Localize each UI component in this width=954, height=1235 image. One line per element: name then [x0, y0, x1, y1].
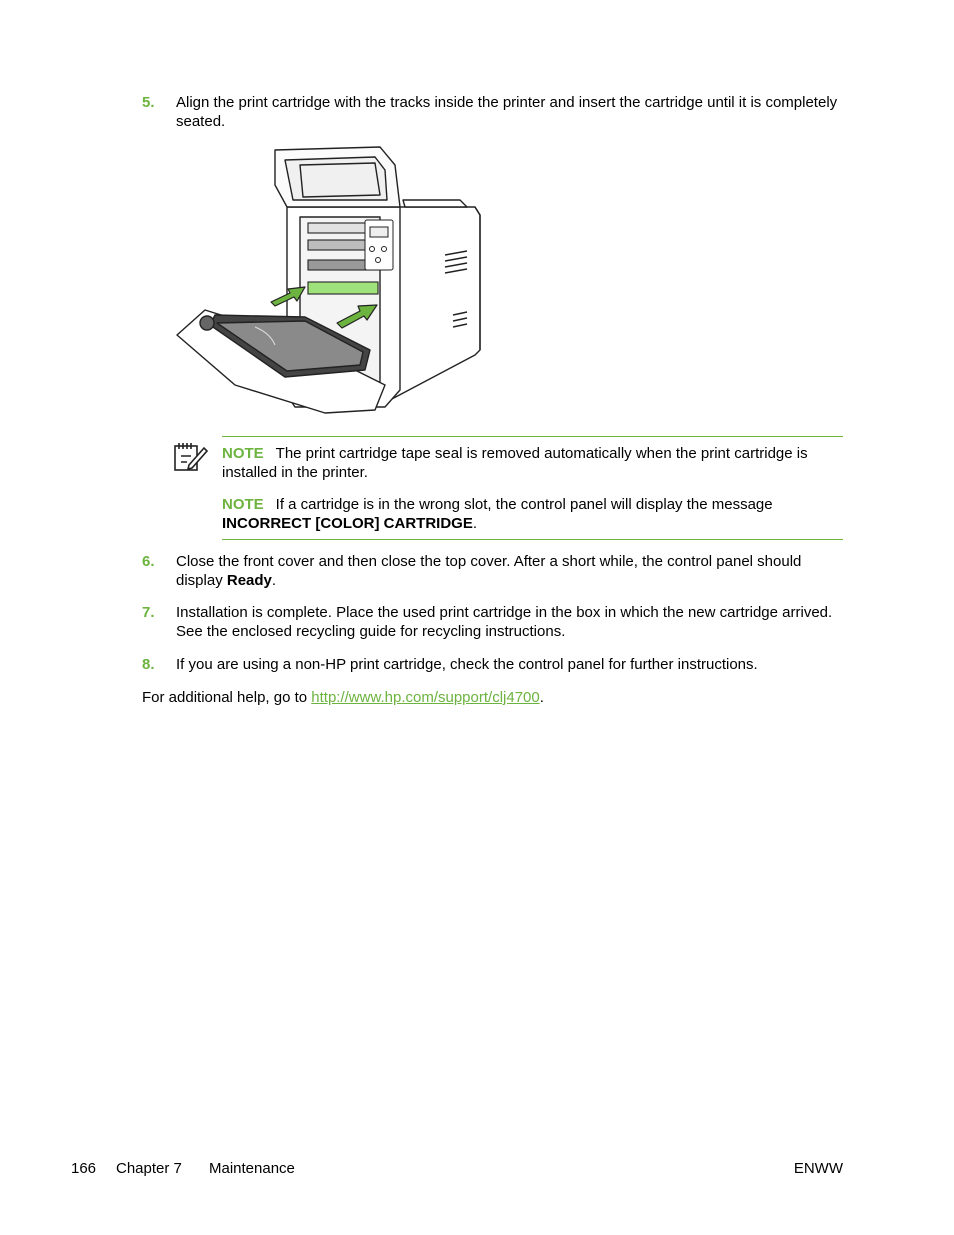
page-number: 166	[71, 1160, 97, 1177]
step-number: 6.	[142, 553, 155, 570]
step-number: 8.	[142, 656, 155, 673]
printer-illustration	[175, 145, 485, 417]
support-link[interactable]: http://www.hp.com/support/clj4700	[311, 689, 540, 706]
step-text: Align the print cartridge with the tracks inside the printer and insert the cartridge until it is completely seated.	[176, 94, 838, 130]
note-1	[222, 444, 843, 482]
step-text-part: .	[271, 572, 277, 589]
note-pencil-icon	[172, 438, 208, 474]
page-footer	[71, 1159, 843, 1178]
additional-help	[142, 688, 844, 707]
step-7	[142, 603, 844, 641]
step-text: If you are using a non-HP print cartridge, check the control panel for further instructions.	[176, 656, 758, 673]
step-number: 5.	[142, 94, 155, 111]
step-number: 7.	[142, 604, 155, 621]
step-8	[142, 655, 844, 674]
step-5	[142, 93, 844, 131]
help-suffix: .	[539, 689, 544, 706]
note-box	[222, 436, 843, 540]
step-text: Installation is complete. Place the used print cartridge in the box in which the new cartridge arrived. See the enclosed recycling guide for recycling instructions.	[176, 604, 833, 640]
ready-term: Ready	[226, 572, 272, 589]
note-text: If a cartridge is in the wrong slot, the control panel will display the message	[275, 496, 773, 513]
chapter-label: Chapter 7	[116, 1160, 182, 1177]
note-text-after: .	[472, 515, 477, 532]
note-label: NOTE	[222, 496, 264, 513]
section-label: Maintenance	[209, 1160, 295, 1177]
help-prefix: For additional help, go to	[142, 689, 312, 706]
note-message: INCORRECT [COLOR] CARTRIDGE	[222, 515, 473, 532]
note-label: NOTE	[222, 445, 264, 462]
step-6	[142, 552, 844, 590]
step-text-part: Close the front cover and then close the top cover. After a short while, the control panel should display	[176, 553, 802, 589]
footer-enww: ENWW	[793, 1160, 843, 1177]
note-2	[222, 495, 843, 533]
note-text: The print cartridge tape seal is removed automatically when the print cartridge is installed in the printer.	[222, 445, 808, 481]
step-text	[176, 552, 844, 590]
